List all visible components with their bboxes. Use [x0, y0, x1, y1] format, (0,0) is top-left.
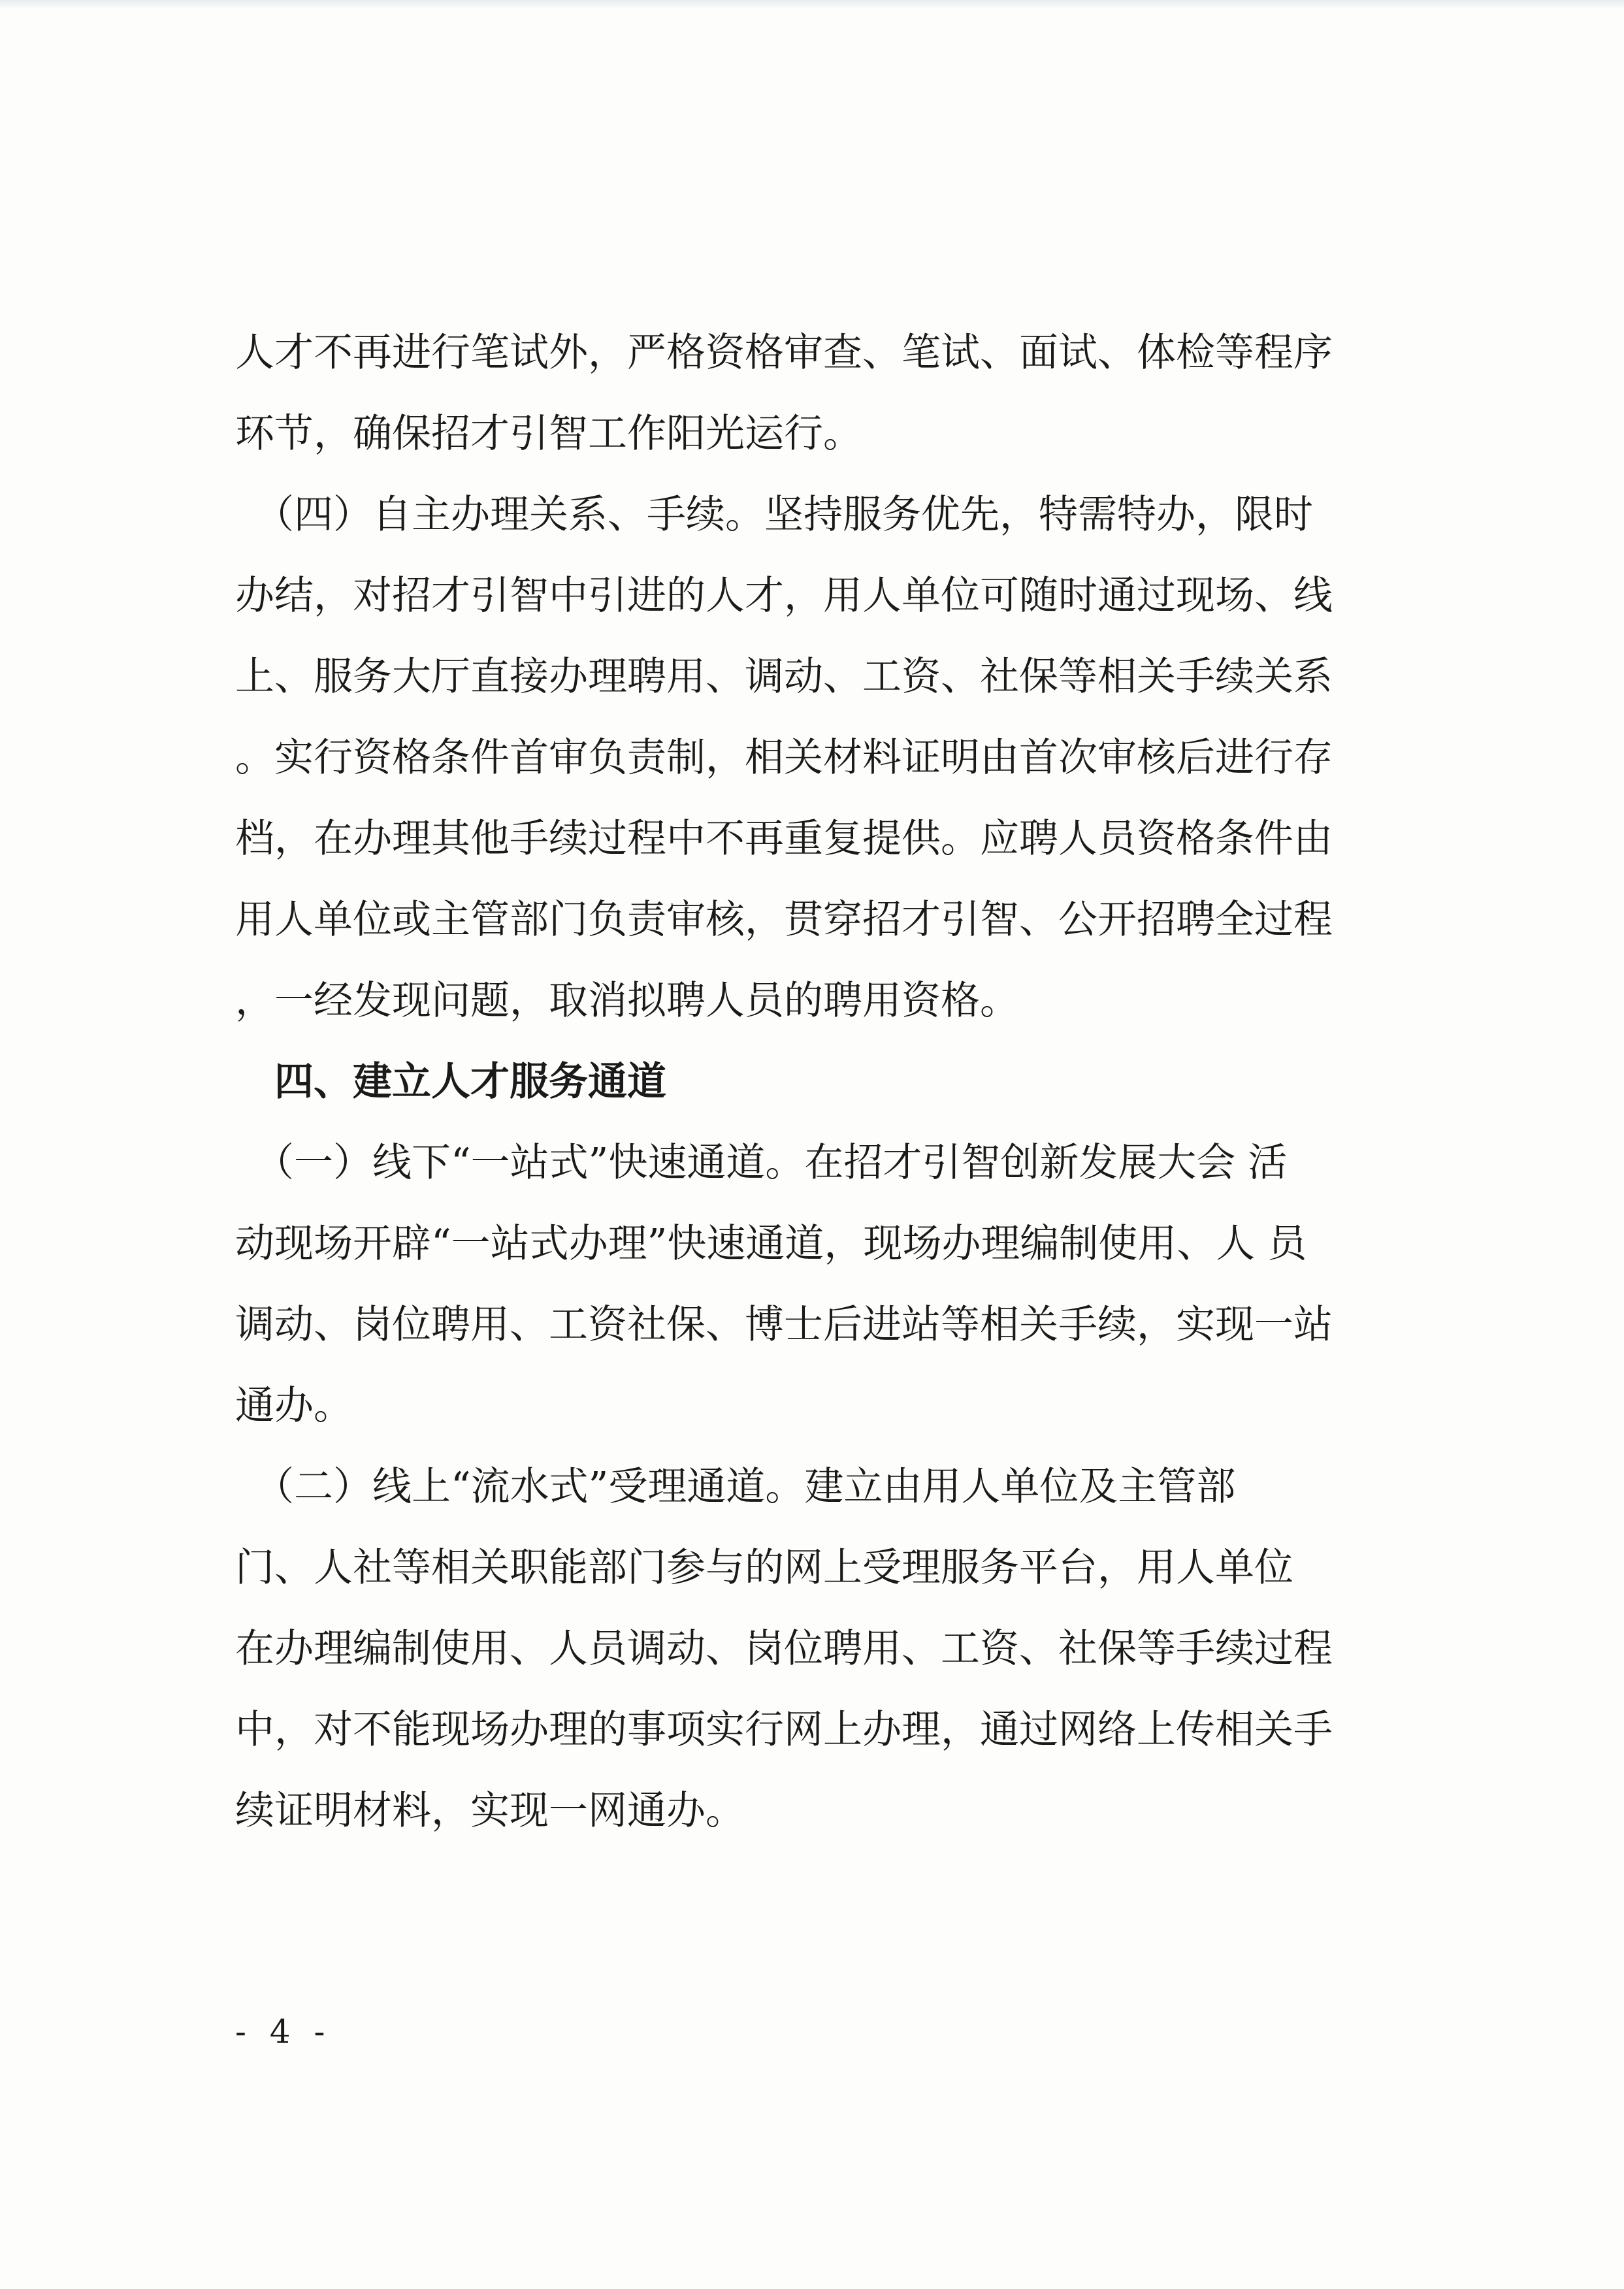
- text-line: 调动、岗位聘用、工资社保、博士后进站等相关手续，实现一站: [235, 1302, 1333, 1348]
- text-line: 档，在办理其他手续过程中不再重复提供。应聘人员资格条件由: [235, 816, 1333, 862]
- text-line: 门、人社等相关职能部门参与的网上受理服务平台，用人单位: [235, 1545, 1293, 1591]
- text-line: 通办。: [235, 1383, 353, 1429]
- scan-edge: [0, 0, 1624, 9]
- page-number: - 4 -: [235, 2013, 332, 2051]
- section-heading: 四、建立人才服务通道: [235, 1059, 666, 1105]
- paragraph-line: （四）自主办理关系、手续。坚持服务优先，特需特办，限时: [235, 492, 1313, 538]
- text-line: 上、服务大厅直接办理聘用、调动、工资、社保等相关手续关系: [235, 654, 1333, 700]
- text-line: ，一经发现问题，取消拟聘人员的聘用资格。: [235, 978, 1019, 1024]
- text-line: 人才不再进行笔试外，严格资格审查、笔试、面试、体检等程序: [235, 330, 1333, 376]
- paragraph-line: （一）线下“一站式”快速通道。在招才引智创新发展大会 活: [235, 1140, 1288, 1186]
- paragraph-line: （二）线上“流水式”受理通道。建立由用人单位及主管部: [235, 1464, 1236, 1510]
- text-line: 在办理编制使用、人员调动、岗位聘用、工资、社保等手续过程: [235, 1626, 1333, 1672]
- text-line: 续证明材料，实现一网通办。: [235, 1788, 745, 1834]
- text-line: 中，对不能现场办理的事项实行网上办理，通过网络上传相关手: [235, 1707, 1333, 1753]
- text-line: 办结，对招才引智中引进的人才，用人单位可随时通过现场、线: [235, 573, 1333, 619]
- text-line: 环节，确保招才引智工作阳光运行。: [235, 411, 862, 457]
- text-line: 动现场开辟“一站式办理”快速通道，现场办理编制使用、人 员: [235, 1221, 1307, 1267]
- text-line: 用人单位或主管部门负责审核，贯穿招才引智、公开招聘全过程: [235, 897, 1333, 943]
- text-line: 。实行资格条件首审负责制，相关材料证明由首次审核后进行存: [235, 735, 1333, 781]
